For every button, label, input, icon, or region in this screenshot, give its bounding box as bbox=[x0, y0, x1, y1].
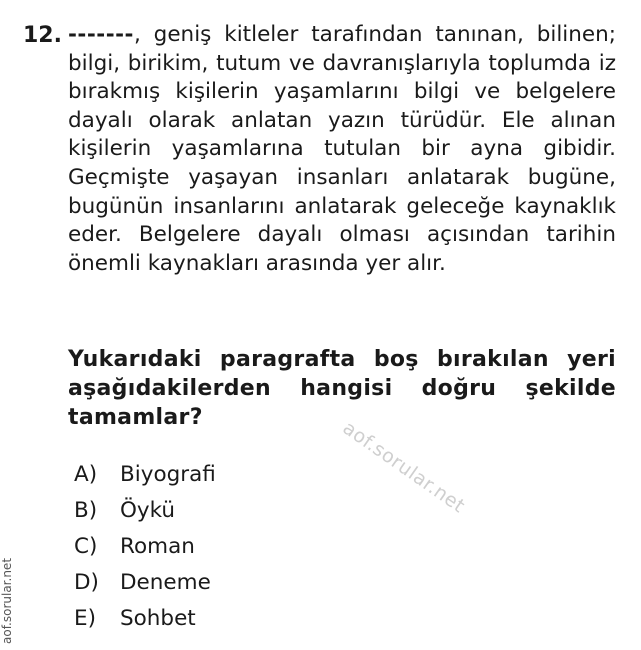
answer-options bbox=[74, 456, 216, 636]
paragraph-text: , geniş kitleler tarafından tanınan, bilinen; bilgi, birikim, tutum ve davranışlarıyla toplumda iz bırakmış kişilerin yaşamlarını bilgi ve belgelere dayalı olarak anlatan yazın türüdür. Ele alınan kişilerin yaşamlarına tutulan bir ayna gibidir. Geçmişte yaşayan insanları anlatarak bugüne, bugünün insanlarını anlatarak geleceğe kaynaklık eder. Belgelere dayalı olması açısından tarihin önemli kaynakları arasında yer alır. bbox=[68, 22, 616, 276]
option-letter: A) bbox=[74, 461, 98, 487]
option-e[interactable] bbox=[74, 600, 216, 636]
option-letter: E) bbox=[74, 605, 96, 631]
option-b[interactable] bbox=[74, 492, 216, 528]
option-d[interactable] bbox=[74, 564, 216, 600]
option-text: Öykü bbox=[120, 497, 176, 523]
option-a[interactable] bbox=[74, 456, 216, 492]
side-watermark: aof.sorular.net bbox=[0, 557, 14, 644]
option-c[interactable] bbox=[74, 528, 216, 564]
option-letter: D) bbox=[74, 569, 99, 595]
option-text: Sohbet bbox=[120, 605, 196, 631]
blank-placeholder: ------- bbox=[68, 22, 134, 47]
option-text: Deneme bbox=[120, 569, 211, 595]
option-letter: B) bbox=[74, 497, 98, 523]
question-stem: Yukarıdaki paragrafta boş bırakılan yeri aşağıdakilerden hangisi doğru şekilde tamamlar? bbox=[68, 347, 616, 430]
option-text: Roman bbox=[120, 533, 195, 559]
option-text: Biyografi bbox=[120, 461, 216, 487]
option-letter: C) bbox=[74, 533, 98, 559]
diagonal-watermark: aof.sorular.net bbox=[338, 416, 470, 518]
question-number: 12. bbox=[23, 23, 62, 48]
question-paragraph bbox=[68, 21, 616, 278]
